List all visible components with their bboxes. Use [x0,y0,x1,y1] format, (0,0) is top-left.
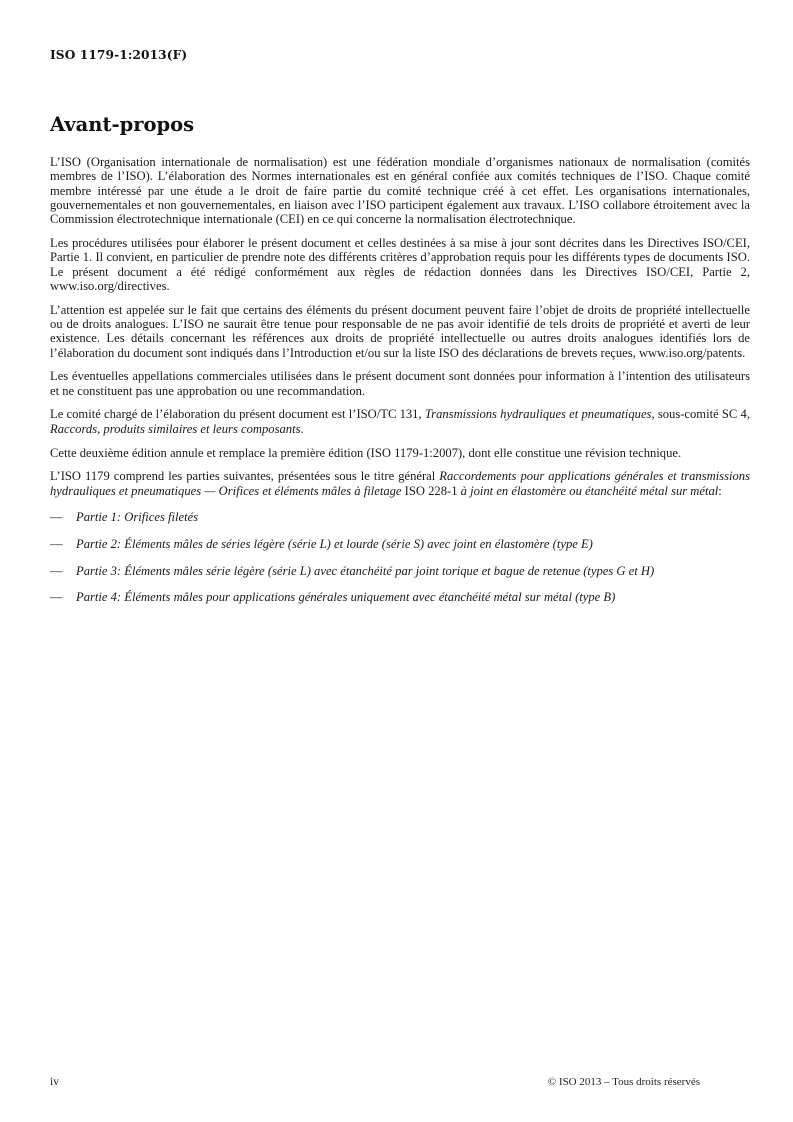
list-dash: — [50,563,63,578]
committee-sc-name: Raccords, produits similaires et leurs composants [50,421,301,436]
list-item [50,510,750,524]
committee-text-e: . [300,421,304,436]
list-dash: — [50,509,63,524]
list-item [50,537,750,551]
section-title: Avant-propos [50,113,195,136]
list-item [50,590,750,604]
committee-text-c: , sous-comité SC 4, [651,407,750,422]
committee-tc-name: Transmissions hydrauliques et pneumatiques [424,407,652,422]
paragraph-patent-rights: L’attention est appelée sur le fait que certains des éléments du présent document peuvent faire l’objet de droits de propriété intellectuelle ou de droits analogues. L’ISO ne saurait être tenue pour responsable de ne pas avoir identifié de tels droits de propriété et averti de leur existence. Les détails concernant les références aux droits de propriété intellectuelle ou autres droits analogues identifiés lors de l’élaboration du document sont indiqués dans l’Introduction et/ou sur la liste ISO des déclarations de brevets reçues, www.iso.org/patents. [50,302,750,360]
parts-general-title-end: à joint en élastomère ou étanchéité métal sur métal [460,483,719,498]
paragraph-iso-description: L’ISO (Organisation internationale de normalisation) est une fédération mondiale d’organismes nationaux de normalisation (comités membres de l’ISO). L’élaboration des Normes internationales est en général confiée aux comités techniques de l’ISO. Chaque comité membre intéressé par une étude a le droit de faire partie du comité technique créé à cet effet. Les organisations internationales, gouvernementales et non gouvernementales, en liaison avec l’ISO participent également aux travaux. L’ISO collabore étroitement avec la Commission électrotechnique internationale (CEI) en ce qui concerne la normalisation électrotechnique. [50,155,750,227]
document-identifier: ISO 1179-1:2013(F) [50,48,188,62]
parts-list [50,510,750,605]
list-item-text: Partie 2: Éléments mâles de séries légère (série L) et lourde (série S) avec joint en élastomère (type E) [76,536,593,551]
parts-intro-text-a: L’ISO 1179 comprend les parties suivantes, présentées sous le titre général [50,469,440,484]
paragraph-parts-intro [50,469,750,498]
list-dash: — [50,536,63,551]
paragraph-edition: Cette deuxième édition annule et remplace la première édition (ISO 1179-1:2007), dont elle constitue une révision technique. [50,445,682,460]
parts-intro-text-e: : [718,483,722,498]
list-item [50,564,750,578]
parts-general-title: Raccordements pour applications générales et transmissions hydrauliques et pneumatiques — Orifices et éléments mâles à filetage [50,469,750,498]
copyright-notice: © ISO 2013 – Tous droits réservés [547,1076,700,1088]
list-dash: — [50,590,63,605]
committee-text-a: Le comité chargé de l’élaboration du présent document est l’ISO/TC 131, [50,407,425,422]
parts-intro-text-c: ISO 228-1 [401,483,461,498]
list-item-text: Partie 1: Orifices filetés [76,509,199,524]
foreword-body [50,155,750,617]
list-item-text: Partie 4: Éléments mâles pour applications générales uniquement avec étanchéité métal sur métal (type B) [76,590,616,605]
paragraph-procedures: Les procédures utilisées pour élaborer le présent document et celles destinées à sa mise à jour sont décrites dans les Directives ISO/CEI, Partie 1. Il convient, en particulier de prendre note des différents critères d’approbation requis pour les différents types de documents ISO. Le présent document a été rédigé conformément aux règles de rédaction données dans les Directives ISO/CEI, Partie 2, www.iso.org/directives. [50,235,750,293]
paragraph-committee [50,407,750,436]
page-number: iv [50,1076,59,1088]
list-item-text: Partie 3: Éléments mâles série légère (série L) avec étanchéité par joint torique et bague de retenue (types G et H) [76,563,655,578]
paragraph-trade-names: Les éventuelles appellations commerciales utilisées dans le présent document sont données pour information à l’intention des utilisateurs et ne constituent pas une approbation ou une recommandation. [50,369,750,398]
